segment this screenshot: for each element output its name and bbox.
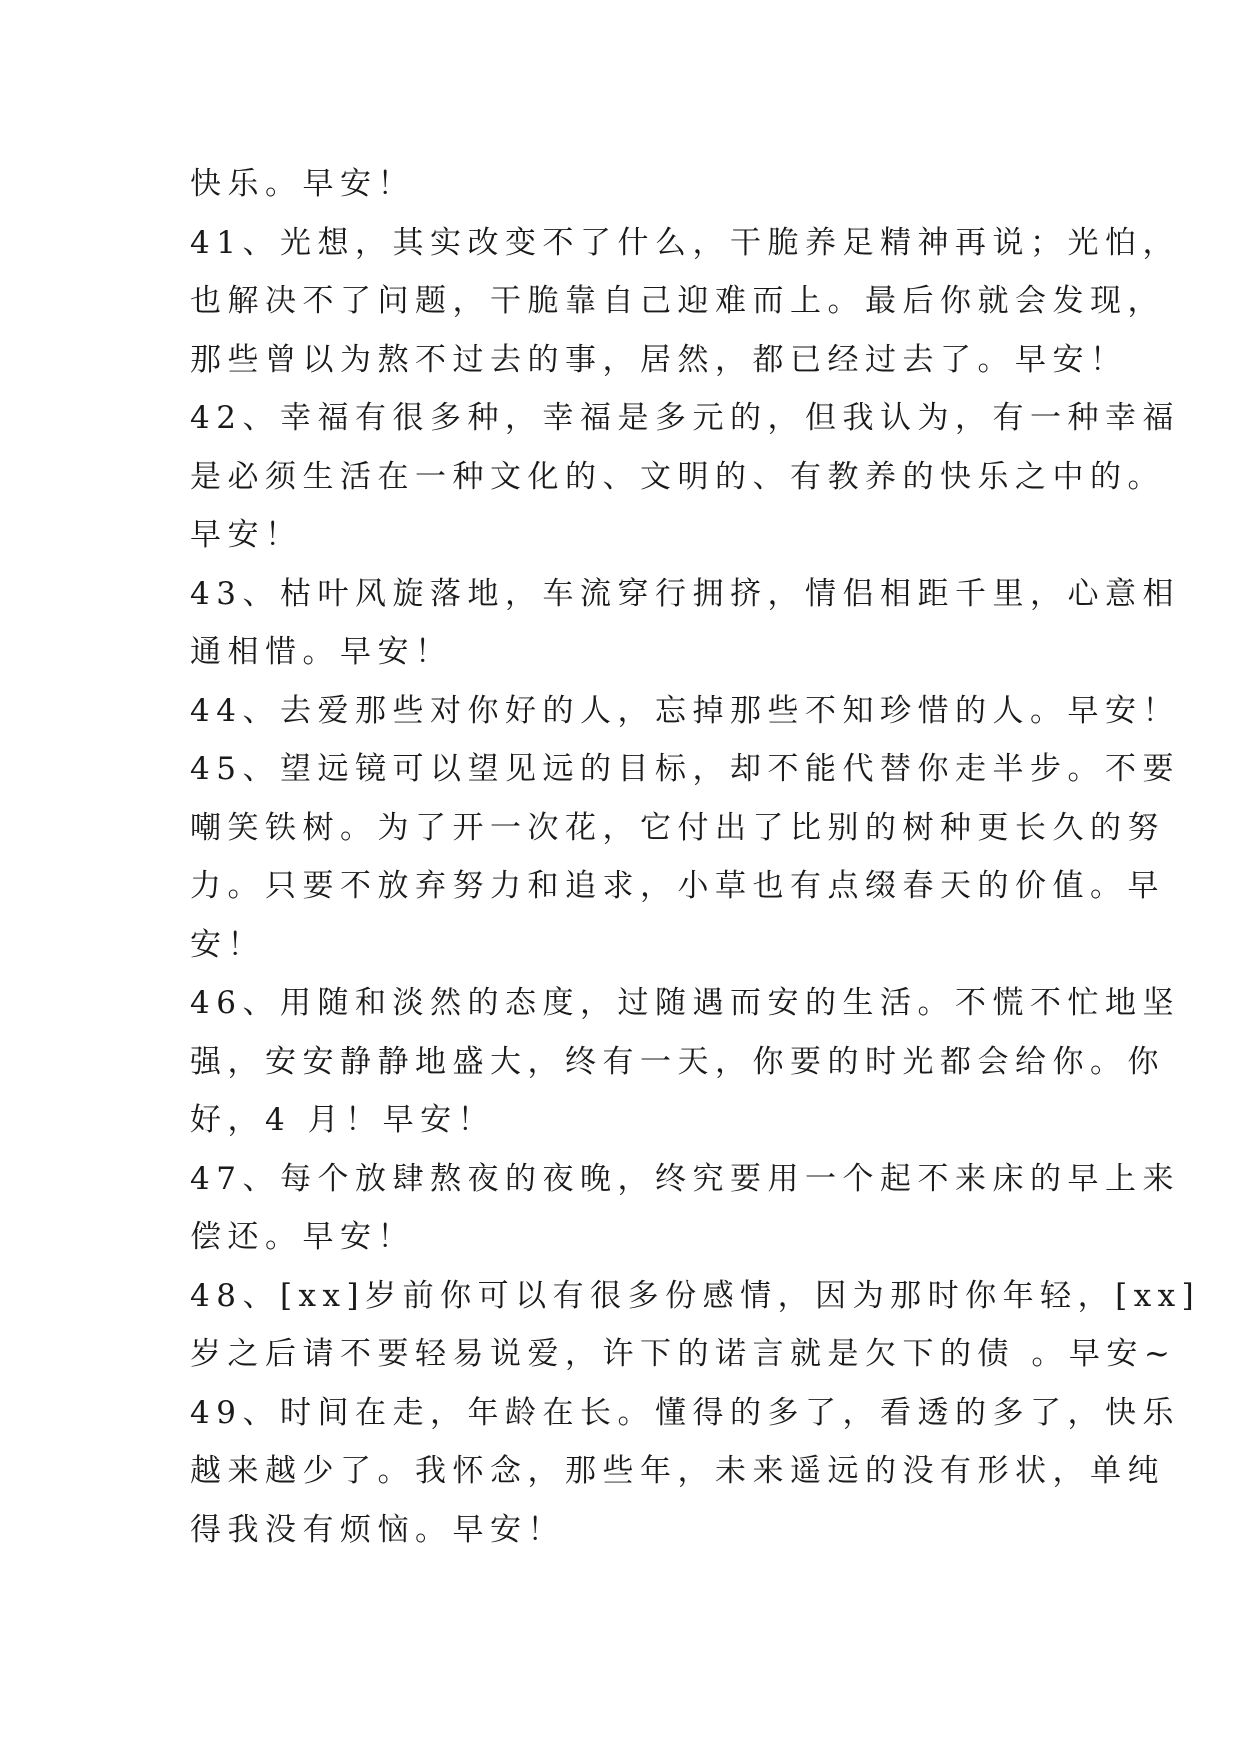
text-line: 46、用随和淡然的态度，过随遇而安的生活。不慌不忙地坚 — [190, 985, 1180, 1021]
text-line: 岁之后请不要轻易说爱，许下的诺言就是欠下的债 。早安~ — [190, 1336, 1177, 1372]
text-line: 通相惜。早安！ — [190, 634, 453, 670]
text-line: 也解决不了问题，干脆靠自己迎难而上。最后你就会发现， — [190, 283, 1165, 319]
document-body — [190, 155, 1201, 1559]
text-line: 42、幸福有很多种，幸福是多元的，但我认为，有一种幸福 — [190, 400, 1180, 436]
text-line: 早安！ — [190, 517, 303, 553]
text-line: 44、去爱那些对你好的人，忘掉那些不知珍惜的人。早安！ — [190, 692, 1180, 729]
text-line: 强，安安静静地盛大，终有一天，你要的时光都会给你。你 — [190, 1043, 1165, 1080]
text-line: 得我没有烦恼。早安！ — [190, 1511, 565, 1548]
text-line: 力。只要不放弃努力和追求，小草也有点缀春天的价值。早 — [190, 868, 1165, 904]
text-line: 49、时间在走，年龄在长。懂得的多了，看透的多了，快乐 — [190, 1394, 1180, 1431]
text-line: 嘲笑铁树。为了开一次花，它付出了比别的树种更长久的努 — [190, 809, 1165, 846]
text-line: 好，4 月！早安！ — [190, 1102, 496, 1138]
text-line: 41、光想，其实改变不了什么，干脆养足精神再说；光怕， — [190, 224, 1180, 261]
text-line: 快乐。早安！ — [190, 166, 415, 202]
text-line: 偿还。早安！ — [190, 1219, 415, 1255]
text-line: 48、[xx]岁前你可以有很多份感情，因为那时你年轻，[xx] — [190, 1277, 1201, 1314]
text-line: 安！ — [190, 926, 265, 963]
text-line: 是必须生活在一种文化的、文明的、有教养的快乐之中的。 — [190, 458, 1165, 495]
text-line: 47、每个放肆熬夜的夜晚，终究要用一个起不来床的早上来 — [190, 1160, 1180, 1197]
text-line: 那些曾以为熬不过去的事，居然，都已经过去了。早安！ — [190, 341, 1128, 378]
text-line: 45、望远镜可以望见远的目标，却不能代替你走半步。不要 — [190, 751, 1180, 787]
text-line: 越来越少了。我怀念，那些年，未来遥远的没有形状，单纯 — [190, 1453, 1165, 1489]
text-line: 43、枯叶风旋落地，车流穿行拥挤，情侣相距千里，心意相 — [190, 575, 1180, 612]
